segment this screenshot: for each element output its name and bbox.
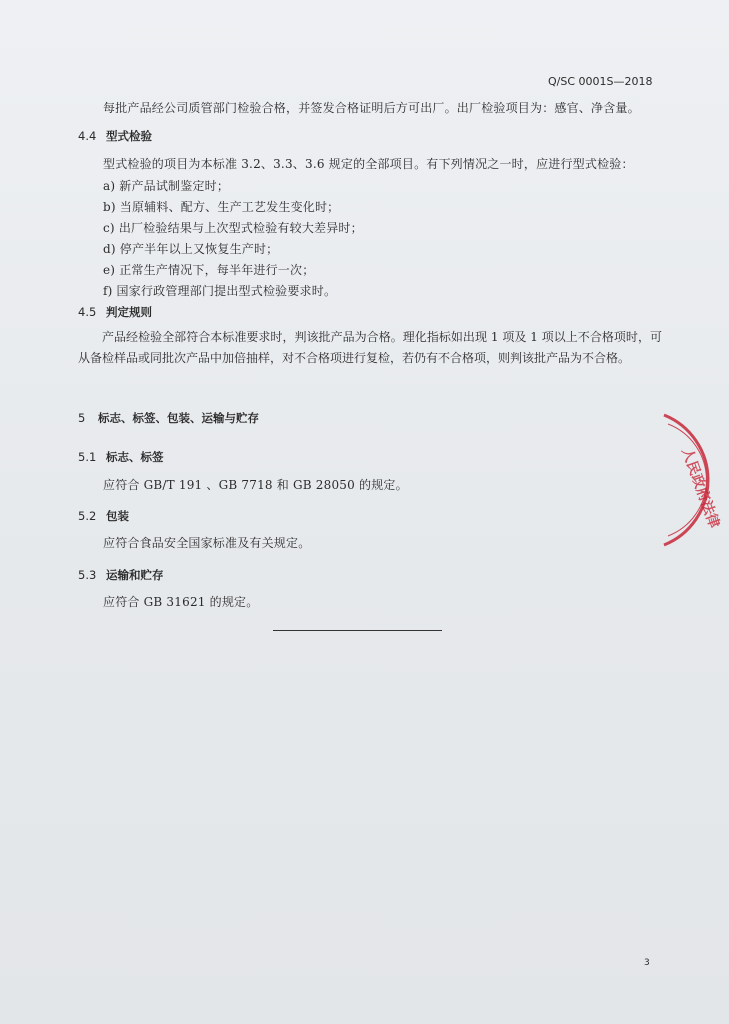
section-number: 5.1	[78, 450, 97, 464]
section-title: 型式检验	[106, 129, 152, 143]
section-5-2-text: 应符合食品安全国家标准及有关规定。	[103, 536, 311, 550]
section-5-3-heading	[78, 567, 164, 583]
section-5-2-heading	[78, 508, 129, 524]
section-5-3-text: 应符合 GB 31621 的规定。	[103, 595, 259, 609]
section-title: 标志、标签	[106, 450, 164, 464]
section-4-5-heading	[78, 304, 152, 320]
section-4-4-heading	[78, 128, 152, 144]
section-title: 标志、标签、包装、运输与贮存	[98, 411, 259, 425]
section-5-heading	[78, 410, 259, 426]
section-number: 4.4	[78, 129, 97, 143]
list-item: a) 新产品试制鉴定时；	[103, 179, 230, 193]
list-item: f) 国家行政管理部门提出型式检验要求时。	[103, 284, 337, 298]
section-4-4-intro: 型式检验的项目为本标准 3.2、3.3、3.6 规定的全部项目。有下列情况之一时，应进行型式检验：	[103, 157, 634, 171]
section-title: 判定规则	[106, 305, 152, 319]
list-item: b) 当原辅料、配方、生产工艺发生变化时；	[103, 200, 340, 214]
intro-line: 每批产品经公司质管部门检验合格，并签发合格证明后方可出厂。出厂检验项目为：感官、净含量。	[103, 101, 640, 115]
section-number: 4.5	[78, 305, 97, 319]
list-item: c) 出厂检验结果与上次型式检验有较大差异时；	[103, 221, 363, 235]
section-4-5-text: 产品经检验全部符合本标准要求时，判该批产品为合格。理化指标如出现 1 项及 1 项以上不合格项时，可从备检样品或同批次产品中加倍抽样，对不合格项进行复检，若仍有不合格项，则判该批产品为不合格。	[78, 330, 662, 365]
section-title: 包装	[106, 509, 129, 523]
section-number: 5	[78, 411, 86, 425]
list-item: e) 正常生产情况下，每半年进行一次；	[103, 263, 315, 277]
doc-number: Q/SC 0001S—2018	[548, 75, 653, 88]
seal-text: 人民政府法律	[678, 445, 723, 531]
section-5-1-heading	[78, 449, 164, 465]
section-5-1-text: 应符合 GB/T 191 、GB 7718 和 GB 28050 的规定。	[103, 478, 408, 492]
section-title: 运输和贮存	[106, 568, 164, 582]
list-item: d) 停产半年以上又恢复生产时；	[103, 242, 279, 256]
section-number: 5.2	[78, 509, 97, 523]
page-number: 3	[644, 958, 650, 968]
section-number: 5.3	[78, 568, 97, 582]
end-rule	[273, 630, 442, 631]
seal-stamp-icon	[624, 410, 723, 550]
